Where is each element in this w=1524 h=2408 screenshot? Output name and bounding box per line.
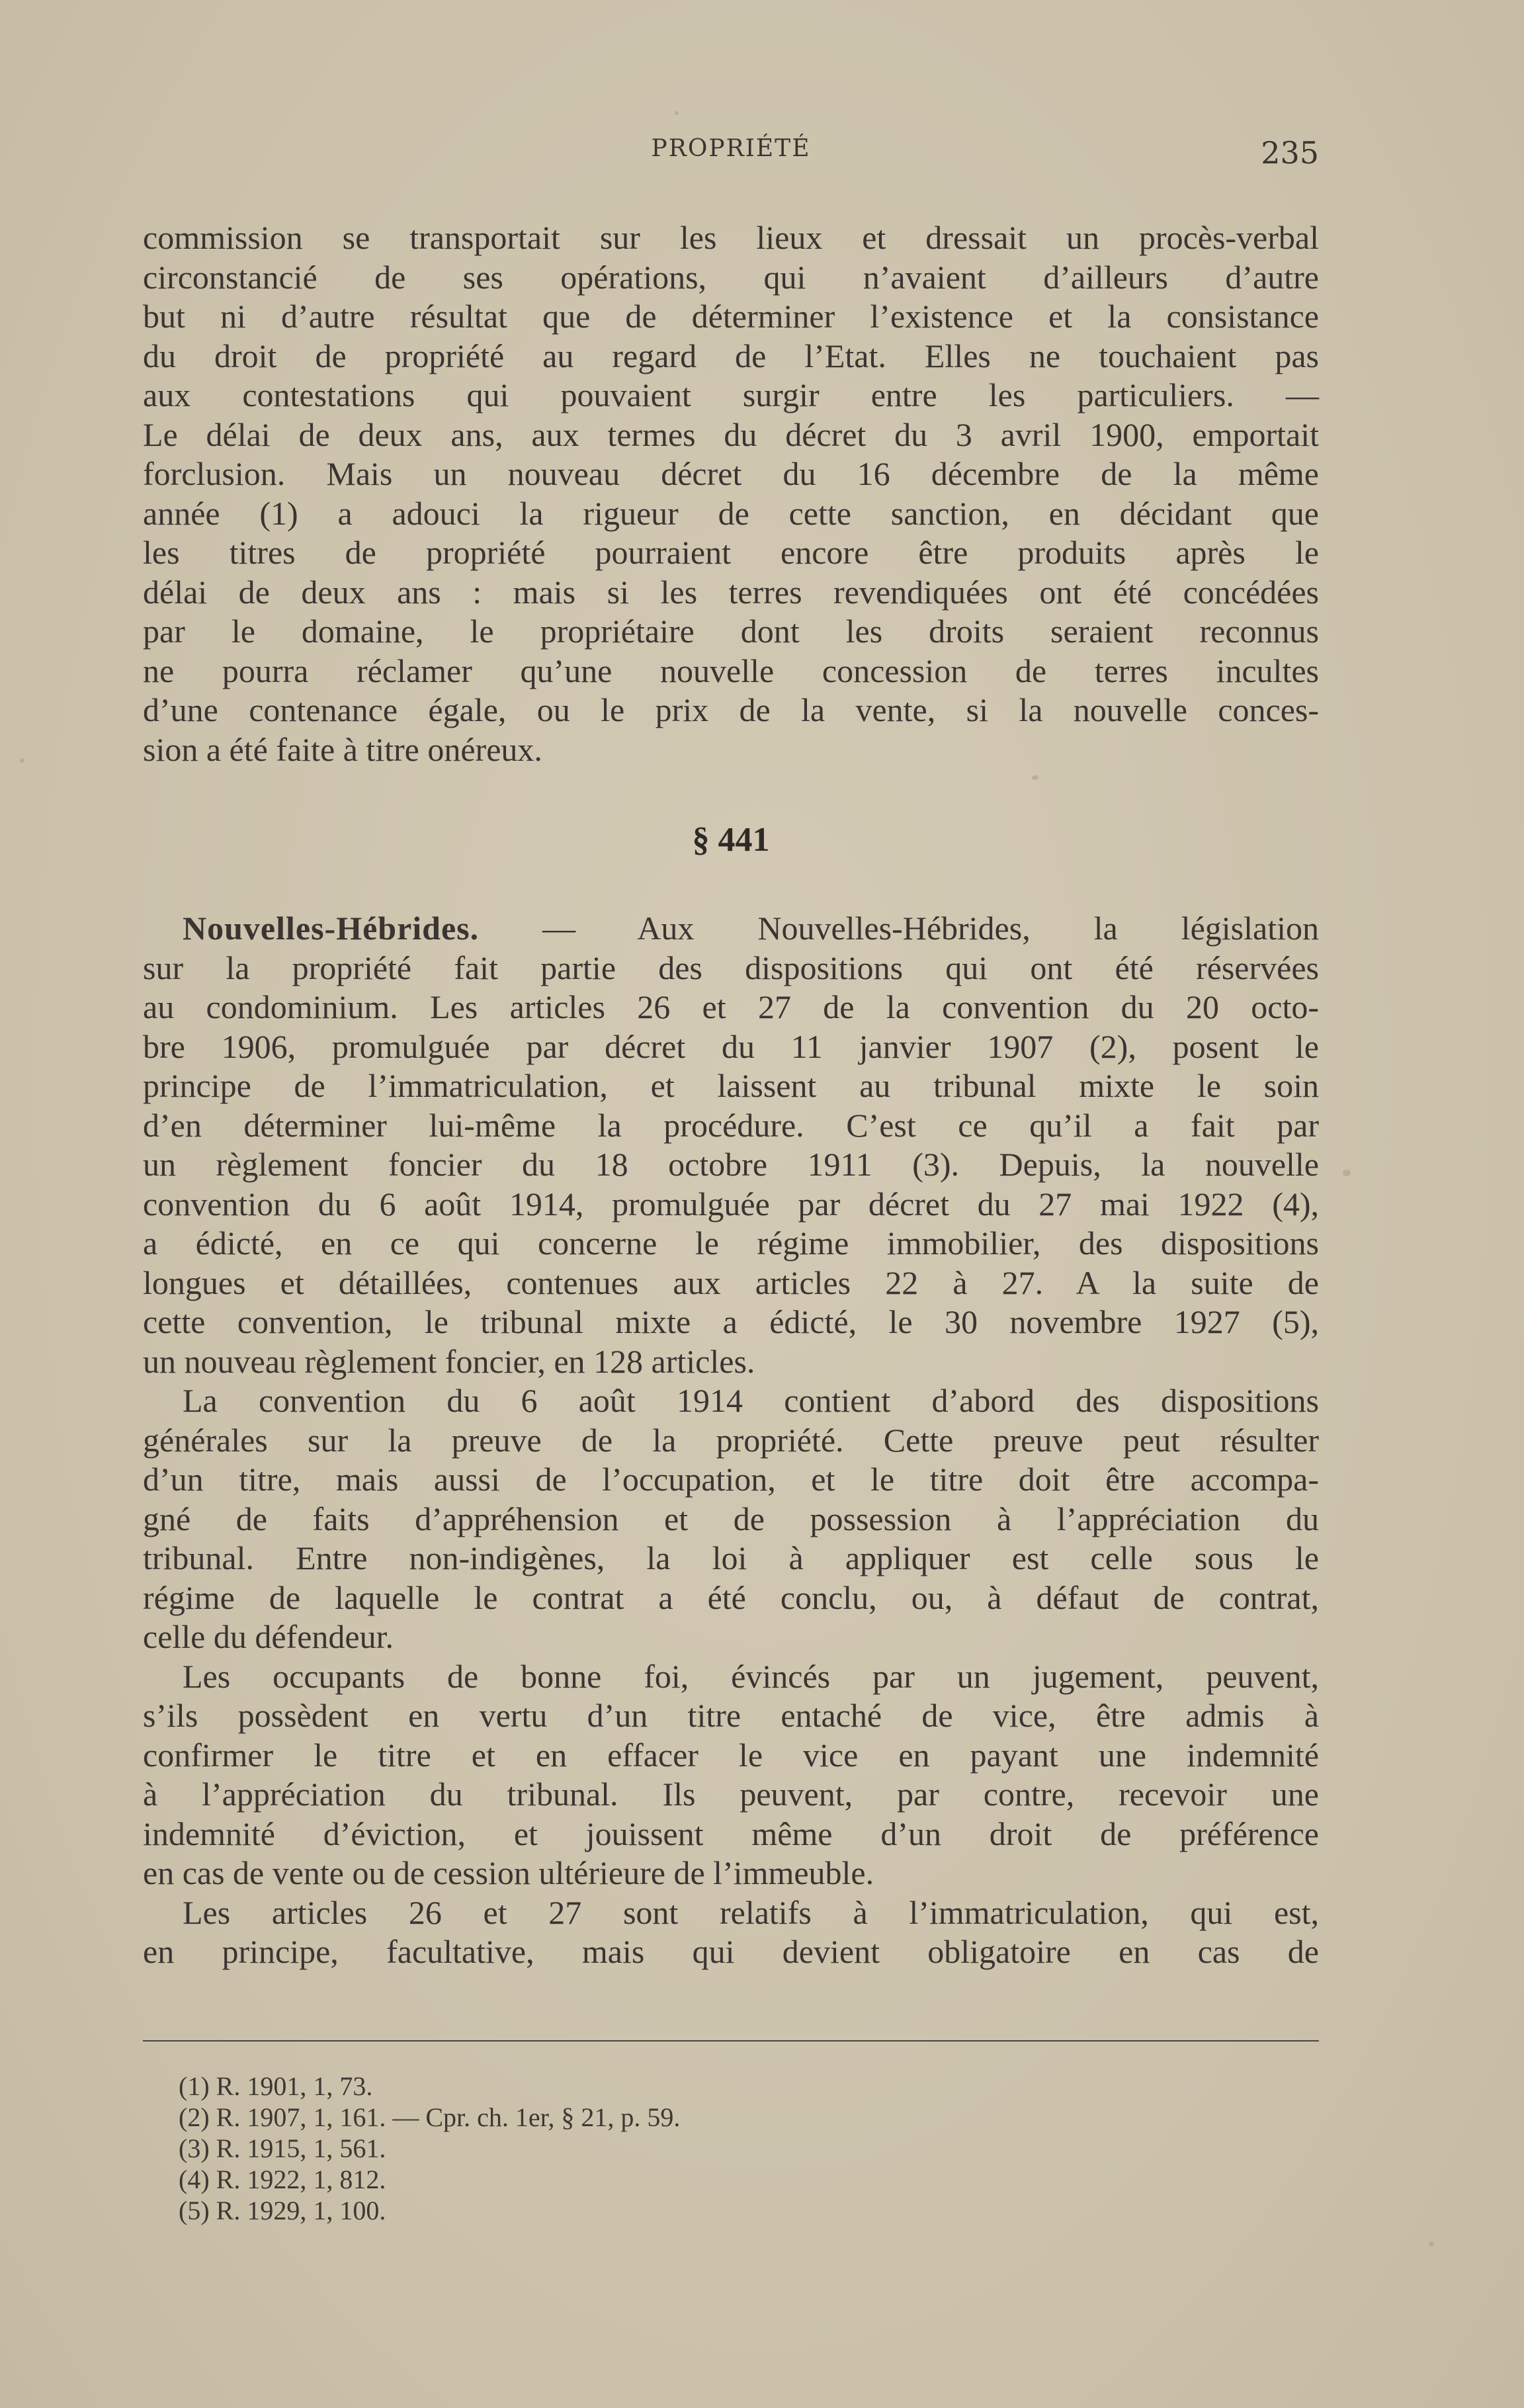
text-line: en cas de vente ou de cession ultérieure de l’immeuble.	[143, 1854, 874, 1891]
text-line: celle du défendeur.	[143, 1618, 394, 1655]
text-line: principe de l’immatriculation, et laissent au tribunal mixte le soin	[143, 1067, 1319, 1104]
running-head: PROPRIÉTÉ	[651, 135, 811, 162]
page-header	[143, 135, 1319, 175]
footnote: (3) R. 1915, 1, 561.	[179, 2133, 386, 2163]
text-line: à l’appréciation du tribunal. Ils peuvent, par contre, recevoir une	[143, 1776, 1319, 1813]
text-line: du droit de propriété au regard de l’Etat. Elles ne touchaient pas	[143, 337, 1319, 374]
paper-speck	[20, 758, 24, 763]
text-line: les titres de propriété pourraient encore être produits après le	[143, 534, 1319, 571]
text-line: s’ils possèdent en vertu d’un titre entaché de vice, être admis à	[143, 1697, 1319, 1734]
paper-speck	[1429, 2241, 1434, 2247]
text-line: commission se transportait sur les lieux et dressait un procès-verbal	[143, 219, 1319, 256]
section-body	[143, 909, 1319, 1972]
footnote-divider	[143, 2040, 1319, 2042]
page-number: 235	[1261, 135, 1319, 171]
text-line: ne pourra réclamer qu’une nouvelle concession de terres incultes	[143, 652, 1319, 689]
paper-speck	[1032, 775, 1038, 780]
text-line: en principe, facultative, mais qui devient obligatoire en cas de	[143, 1933, 1319, 1970]
lead-rest: — Aux Nouvelles-Hébrides, la législation	[479, 910, 1319, 947]
footnote: (1) R. 1901, 1, 73.	[179, 2071, 373, 2101]
text-line: forclusion. Mais un nouveau décret du 16 décembre de la même	[143, 455, 1319, 492]
footnote: (4) R. 1922, 1, 812.	[179, 2165, 386, 2194]
text-line: convention du 6 août 1914, promulguée par décret du 27 mai 1922 (4),	[143, 1185, 1319, 1223]
section-heading: § 441	[692, 821, 770, 859]
text-line: par le domaine, le propriétaire dont les droits seraient reconnus	[143, 613, 1319, 650]
text-line: un règlement foncier du 18 octobre 1911 (3). Depuis, la nouvelle	[143, 1146, 1319, 1183]
paper-speck	[675, 111, 679, 115]
text-line: un nouveau règlement foncier, en 128 articles.	[143, 1342, 755, 1380]
text-line: délai de deux ans : mais si les terres revendiquées ont été concédées	[143, 573, 1319, 611]
text-line: indemnité d’éviction, et jouissent même d’un droit de préférence	[143, 1815, 1319, 1852]
text-line: gné de faits d’appréhension et de possession à l’appréciation du	[143, 1500, 1319, 1537]
text-line: générales sur la preuve de la propriété. Cette preuve peut résulter	[143, 1421, 1319, 1459]
text-line: sur la propriété fait partie des dispositions qui ont été réservées	[143, 949, 1319, 986]
text-line: tribunal. Entre non-indigènes, la loi à appliquer est celle sous le	[143, 1539, 1319, 1576]
text-line: régime de laquelle le contrat a été conclu, ou, à défaut de contrat,	[143, 1578, 1319, 1616]
paragraph-continued	[143, 218, 1319, 769]
footnote: (2) R. 1907, 1, 161. — Cpr. ch. 1er, § 21, p. 59.	[179, 2102, 681, 2132]
text-line: au condominium. Les articles 26 et 27 de la convention du 20 octo-	[143, 988, 1319, 1025]
text-line: confirmer le titre et en effacer le vice en payant une indemnité	[143, 1736, 1319, 1774]
text-line: sion a été faite à titre onéreux.	[143, 730, 542, 768]
text-line: bre 1906, promulguée par décret du 11 janvier 1907 (2), posent le	[143, 1027, 1319, 1065]
text-line: a édicté, en ce qui concerne le régime immobilier, des dispositions	[143, 1225, 1319, 1262]
footnote: (5) R. 1929, 1, 100.	[179, 2196, 386, 2225]
text-line: Les occupants de bonne foi, évincés par un jugement, peuvent,	[183, 1657, 1319, 1695]
text-line: année (1) a adouci la rigueur de cette sanction, en décidant que	[143, 494, 1319, 532]
text-line: d’un titre, mais aussi de l’occupation, et le titre doit être accompa-	[143, 1461, 1319, 1498]
text-line: La convention du 6 août 1914 contient d’abord des dispositions	[183, 1382, 1319, 1419]
text-line: d’en déterminer lui-même la procédure. C’est ce qu’il a fait par	[143, 1106, 1319, 1144]
text-line: cette convention, le tribunal mixte a édicté, le 30 novembre 1927 (5),	[143, 1303, 1319, 1340]
text-line: but ni d’autre résultat que de déterminer l’existence et la consistance	[143, 298, 1319, 335]
text-line: longues et détaillées, contenues aux articles 22 à 27. A la suite de	[143, 1264, 1319, 1301]
text-line	[143, 909, 1319, 949]
footnotes	[179, 2071, 680, 2226]
paper-speck	[1343, 1170, 1351, 1176]
text-line: Le délai de deux ans, aux termes du décret du 3 avril 1900, emportait	[143, 415, 1319, 453]
lead-title: Nouvelles-Hébrides.	[183, 910, 480, 947]
text-line: aux contestations qui pouvaient surgir entre les particuliers. —	[143, 376, 1319, 413]
text-line: Les articles 26 et 27 sont relatifs à l’immatriculation, qui est,	[183, 1893, 1319, 1931]
text-line: circonstancié de ses opérations, qui n’avaient d’ailleurs d’autre	[143, 258, 1319, 296]
text-line: d’une contenance égale, ou le prix de la vente, si la nouvelle conces-	[143, 691, 1319, 728]
